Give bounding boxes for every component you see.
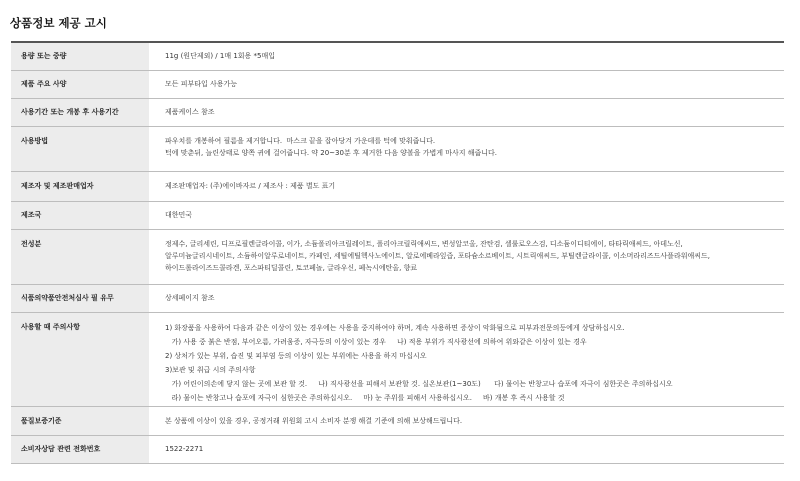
value-line: 11g (원단제외) / 1매 1회용 *5매입 [165,52,276,61]
row-value [149,126,784,171]
product-info-table [11,41,784,464]
value-line: 가) 사용 중 붉은 반점, 부어오름, 가려움증, 자극등의 이상이 있는 경우 나) 적용 부위가 직사광선에 의하여 위와같은 이상이 있는 경우 [165,337,587,346]
table-row [11,171,784,201]
table-row [11,435,784,463]
row-value [149,42,784,70]
table-row [11,42,784,70]
row-value [149,312,784,406]
row-label: 제조국 [11,201,149,229]
value-line: 라) 물이는 반창고나 습포에 자극이 심한곳은 주의하십시오. 마) 눈 주위를 피해서 사용하십시오. 바) 개봉 후 즉시 사용할 것 [165,393,565,402]
value-line: 모든 피부타입 사용가능 [165,80,238,88]
page-title: 상품정보 제공 고시 [10,16,107,30]
row-label: 소비자상담 관련 전화번호 [11,435,149,463]
table-row [11,201,784,229]
value-line: 가) 어린이의손에 닿지 않는 곳에 보관 할 것. 나) 직사광선을 피해서 보관할 것. 실온보관(1~30도) 다) 물이는 반창고나 습포에 자극이 심한곳은 주의하십시오 [165,379,673,388]
table-row [11,284,784,312]
row-label: 전성분 [11,229,149,284]
row-value [149,229,784,284]
value-line: 제품케이스 참조 [165,108,215,116]
row-label: 용량 또는 중량 [11,42,149,70]
value-line: 대한민국 [165,211,193,219]
value-line: 파우치를 개봉하여 필름을 제거합니다. 마스크 끝을 잡아당겨 가운데를 턱에 맞춰줍니다. [165,136,436,145]
table-row [11,406,784,435]
row-value [149,98,784,126]
value-line: 턱에 맞춘뒤, 늘린상태로 양쪽 귀에 걸어줍니다. 약 20~30분 후 제거한 다음 양볼을 가볍게 마사지 해줍니다. [165,148,497,157]
value-line: 정제수, 글리세린, 디프로필렌글라이콜, 이가, 소듐폴리아크릴레이트, 폴리아크릴릭애씨드, 변성알코올, 잔탄검, 셀룰로오스검, 디소듐이디티에이, 타타릭애씨드, 아데노신, [165,239,683,248]
value-line: 제조판매업자: (주)에이바자르 / 제조사 : 제품 별도 표기 [165,182,336,190]
row-label: 식품의약품안전처심사 필 유무 [11,284,149,312]
table-row [11,98,784,126]
row-label: 사용방법 [11,126,149,171]
row-value [149,406,784,435]
value-line: 1) 화장품을 사용하여 다음과 같은 이상이 있는 경우에는 사용을 중지하여야 하며, 계속 사용하면 증상이 악화됨으로 피부과전문의등에게 상담하십시오. [165,323,625,332]
table-row [11,126,784,171]
row-label: 품질보증기준 [11,406,149,435]
row-label: 사용할 때 주의사항 [11,312,149,406]
row-value [149,435,784,463]
row-value [149,284,784,312]
row-label: 제조자 및 제조판매업자 [11,171,149,201]
value-line: 상세페이지 참조 [165,294,215,302]
value-line: 1522-2271 [165,445,204,453]
row-value [149,201,784,229]
row-label: 사용기간 또는 개봉 후 사용기간 [11,98,149,126]
value-line: 본 상품에 이상이 있을 경우, 공정거래 위원회 고시 소비자 분쟁 해결 기준에 의해 보상해드립니다. [165,416,463,425]
value-line: 2) 상처가 있는 부위, 습진 및 피부염 등의 이상이 있는 부위에는 사용을 하지 마십시오 [165,351,427,360]
value-line: 알루미늄글리시네이트, 소듐하이알루로네이트, 카페인, 세틸에틸헥사노에이트, 알로에베라잎즙, 포타슘소르베이트, 시트릭애씨드, 부틸렌글라이콜, 이소머라리즈드사플라워애씨드, [165,251,710,260]
value-line: 3)보관 및 취급 시의 주의사항 [165,365,256,374]
table-row [11,70,784,98]
value-line: 하이드롤라이즈드콜라겐, 포스파티딜콜린, 토코페놀, 글라우신, 페녹시에탄올, 향료 [165,263,418,272]
table-row [11,312,784,406]
table-row [11,229,784,284]
row-value [149,171,784,201]
row-value [149,70,784,98]
row-label: 제품 주요 사양 [11,70,149,98]
